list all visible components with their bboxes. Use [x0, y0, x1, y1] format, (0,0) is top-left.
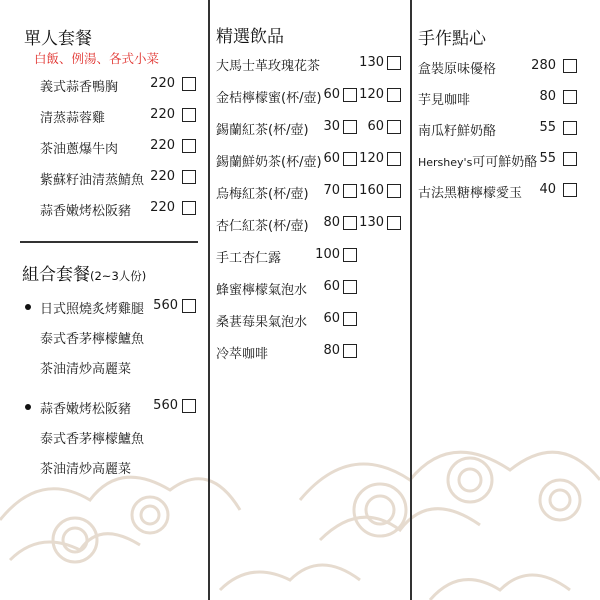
- order-checkbox[interactable]: [563, 59, 577, 73]
- snack-name-text: 盒裝原味優格: [418, 62, 497, 77]
- order-checkbox[interactable]: [182, 77, 196, 91]
- drink-name: 錫蘭紅茶(杯/壺): [216, 123, 309, 138]
- drink-name: 烏梅紅茶(杯/壺): [216, 187, 309, 202]
- menu-item-name: 蒜香嫩烤松阪豬: [40, 204, 132, 219]
- drink-name: 冷萃咖啡: [216, 347, 269, 362]
- drink-name: 杏仁紅茶(杯/壺): [216, 219, 309, 234]
- bullet-icon: [25, 304, 31, 310]
- snack-name: [418, 89, 470, 108]
- single-set-title: 單人套餐: [24, 29, 92, 49]
- snack-brand-name: Hershey's: [418, 156, 473, 169]
- drink-price-cup: 100: [315, 247, 340, 262]
- section-divider: [20, 241, 198, 243]
- combo-dish-name: 茶油清炒高麗菜: [40, 462, 132, 477]
- snack-name: [418, 151, 537, 170]
- order-checkbox[interactable]: [563, 90, 577, 104]
- order-checkbox[interactable]: [563, 183, 577, 197]
- snack-name-text: 南瓜籽鮮奶酪: [418, 124, 497, 139]
- drink-price-cup: 60: [323, 279, 340, 294]
- combo-dish-name: 茶油清炒高麗菜: [40, 362, 132, 377]
- drink-price-pot: 60: [367, 119, 384, 134]
- drink-price-cup: 30: [323, 119, 340, 134]
- column-divider-left: [208, 0, 210, 600]
- order-checkbox[interactable]: [182, 108, 196, 122]
- combo-set-title-text: 組合套餐: [22, 265, 90, 285]
- combo-price: 560: [153, 298, 178, 313]
- single-set-note: 白飯、例湯、各式小菜: [34, 51, 160, 66]
- drink-name: 錫蘭鮮奶茶(杯/壺): [216, 155, 322, 170]
- snack-price: 55: [539, 120, 556, 135]
- menu-item-name: 清蒸蒜蓉雞: [40, 111, 106, 126]
- snack-price: 80: [539, 89, 556, 104]
- snack-name: [418, 182, 522, 201]
- drink-price-pot: 160: [359, 183, 384, 198]
- drink-price-pot: 120: [359, 151, 384, 166]
- snack-name-text: 芋見咖啡: [418, 93, 471, 108]
- snack-price: 40: [539, 182, 556, 197]
- snack-price: 55: [539, 151, 556, 166]
- drink-price-pot: 120: [359, 87, 384, 102]
- menu-item-name: 義式蒜香鴨胸: [40, 80, 119, 95]
- drink-price-cup: 80: [323, 215, 340, 230]
- order-checkbox[interactable]: [182, 399, 196, 413]
- drink-price-pot: 130: [359, 55, 384, 70]
- snack-name: [418, 120, 496, 139]
- order-checkbox[interactable]: [182, 201, 196, 215]
- snacks-title: 手作點心: [418, 29, 486, 49]
- combo-set-title: [22, 260, 146, 285]
- drink-price-cup: 60: [323, 87, 340, 102]
- drink-name: 蜂蜜檸檬氣泡水: [216, 283, 308, 298]
- drink-name: 桑葚莓果氣泡水: [216, 315, 308, 330]
- order-checkbox[interactable]: [182, 170, 196, 184]
- menu-item-price: 220: [150, 76, 175, 91]
- drink-price-pot: 130: [359, 215, 384, 230]
- snack-name: [418, 58, 496, 77]
- order-checkbox[interactable]: [563, 121, 577, 135]
- menu-item-price: 220: [150, 169, 175, 184]
- drink-price-cup: 80: [323, 343, 340, 358]
- order-checkbox[interactable]: [563, 152, 577, 166]
- drink-price-cup: 60: [323, 311, 340, 326]
- drink-name: 手工杏仁露: [216, 251, 282, 266]
- menu-item-name: 紫蘇籽油清蒸鯖魚: [40, 173, 145, 188]
- drink-price-cup: 70: [323, 183, 340, 198]
- menu-item-price: 220: [150, 138, 175, 153]
- order-checkbox-cup[interactable]: [343, 280, 357, 294]
- order-checkbox-pot[interactable]: [387, 152, 401, 166]
- bullet-icon: [25, 404, 31, 410]
- order-checkbox[interactable]: [182, 139, 196, 153]
- combo-set-serving-note: (2~3人份): [90, 269, 147, 283]
- column-divider-right: [410, 0, 412, 600]
- order-checkbox-pot[interactable]: [387, 56, 401, 70]
- combo-price: 560: [153, 398, 178, 413]
- menu-item-price: 220: [150, 107, 175, 122]
- drink-name: 大馬士革玫瑰花茶: [216, 59, 321, 74]
- snack-name-text: 可可鮮奶酪: [472, 155, 538, 170]
- snack-price: 280: [531, 58, 556, 73]
- drink-price-cup: 60: [323, 151, 340, 166]
- menu-item-name: 茶油蔥爆牛肉: [40, 142, 119, 157]
- combo-dish-name: 蒜香嫩烤松阪豬: [40, 402, 132, 417]
- order-checkbox-pot[interactable]: [387, 120, 401, 134]
- drinks-title: 精選飲品: [216, 27, 284, 47]
- order-checkbox-pot[interactable]: [387, 88, 401, 102]
- order-checkbox[interactable]: [182, 299, 196, 313]
- order-checkbox-cup[interactable]: [343, 312, 357, 326]
- combo-dish-name: 泰式香茅檸檬鱸魚: [40, 432, 145, 447]
- order-checkbox-pot[interactable]: [387, 184, 401, 198]
- drink-name: 金桔檸檬蜜(杯/壺): [216, 91, 322, 106]
- order-checkbox-cup[interactable]: [343, 344, 357, 358]
- combo-dish-name: 泰式香茅檸檬鱸魚: [40, 332, 145, 347]
- combo-dish-name: 日式照燒炙烤雞腿: [40, 302, 145, 317]
- order-checkbox-pot[interactable]: [387, 216, 401, 230]
- menu-item-price: 220: [150, 200, 175, 215]
- snack-name-text: 古法黑糖檸檬愛玉: [418, 186, 523, 201]
- order-checkbox-cup[interactable]: [343, 248, 357, 262]
